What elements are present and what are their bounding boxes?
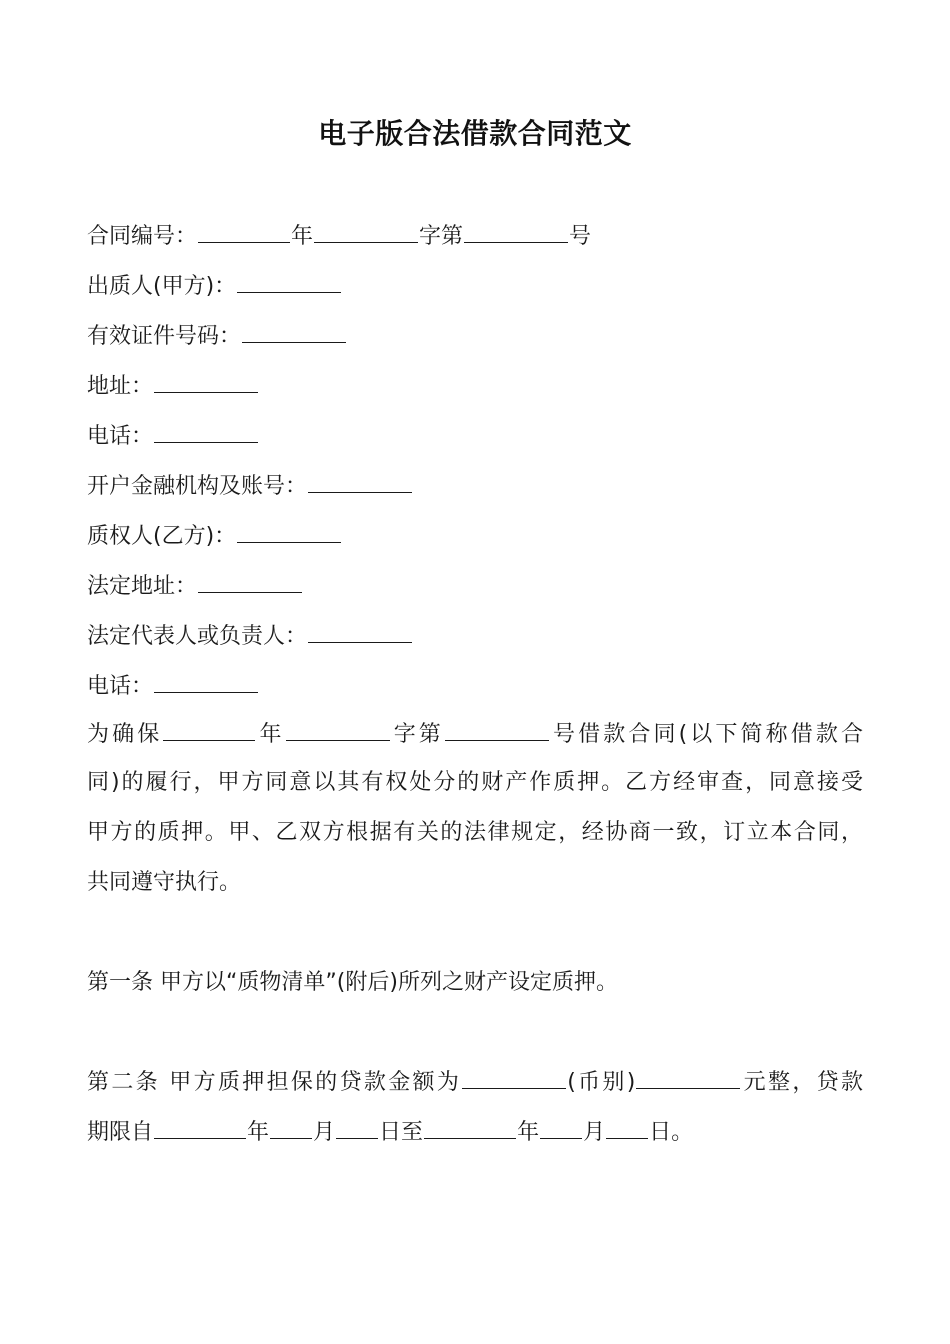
blank-field bbox=[336, 1116, 378, 1139]
blank-field bbox=[154, 1116, 246, 1139]
article-1: 第一条 甲方以“质物清单”(附后)所列之财产设定质押。 bbox=[87, 970, 618, 995]
year-label: 年 bbox=[291, 224, 314, 249]
blank-field bbox=[308, 470, 412, 493]
article-2-text: 第二条 甲方质押担保的贷款金额为 bbox=[87, 1070, 462, 1095]
month-label: 月 bbox=[583, 1120, 606, 1145]
legal-rep-label: 法定代表人或负责人： bbox=[87, 624, 308, 649]
preamble-text: 年 bbox=[256, 722, 285, 747]
article-2-line-1 bbox=[87, 1066, 863, 1098]
article-2-text: 期限自 bbox=[87, 1120, 154, 1145]
month-label: 月 bbox=[313, 1120, 336, 1145]
preamble-text: 为确保 bbox=[87, 722, 163, 747]
article-2-text: 元整，贷款 bbox=[741, 1070, 863, 1095]
preamble-text: 号借款合同(以下简称借款合 bbox=[549, 722, 863, 747]
blank-field bbox=[540, 1116, 582, 1139]
year-label: 年 bbox=[247, 1120, 270, 1145]
blank-field bbox=[636, 1066, 740, 1089]
pledgor-label: 出质人(甲方)： bbox=[87, 274, 237, 299]
phone-label-b: 电话： bbox=[87, 674, 154, 699]
blank-field bbox=[286, 718, 390, 741]
legal-address-label: 法定地址： bbox=[87, 574, 198, 599]
day-to-label: 日至 bbox=[379, 1120, 424, 1145]
zi-di-label: 字第 bbox=[419, 224, 464, 249]
pledgee-line bbox=[87, 520, 342, 552]
blank-field bbox=[154, 670, 258, 693]
blank-field bbox=[154, 370, 258, 393]
blank-field bbox=[270, 1116, 312, 1139]
pledgor-line bbox=[87, 270, 342, 302]
phone-line-a bbox=[87, 420, 259, 452]
pledgee-label: 质权人(乙方)： bbox=[87, 524, 237, 549]
day-end-label: 日。 bbox=[649, 1120, 694, 1145]
address-line bbox=[87, 370, 259, 402]
preamble-line-3: 甲方的质押。甲、乙双方根据有关的法律规定，经协商一致，订立本合同， bbox=[87, 820, 863, 845]
bank-account-label: 开户金融机构及账号： bbox=[87, 474, 308, 499]
article-2-line-2 bbox=[87, 1116, 693, 1148]
blank-field bbox=[314, 220, 418, 243]
id-number-label: 有效证件号码： bbox=[87, 324, 242, 349]
id-number-line bbox=[87, 320, 347, 352]
hao-label: 号 bbox=[569, 224, 592, 249]
blank-field bbox=[445, 718, 549, 741]
address-label: 地址： bbox=[87, 374, 154, 399]
blank-field bbox=[464, 220, 568, 243]
year-label: 年 bbox=[517, 1120, 540, 1145]
blank-field bbox=[242, 320, 346, 343]
blank-field bbox=[424, 1116, 516, 1139]
currency-label: (币别) bbox=[567, 1070, 636, 1095]
blank-field bbox=[462, 1066, 566, 1089]
blank-field bbox=[237, 520, 341, 543]
contract-number-line bbox=[87, 220, 591, 252]
document-title: 电子版合法借款合同范文 bbox=[318, 117, 632, 150]
legal-address-line bbox=[87, 570, 303, 602]
blank-field bbox=[606, 1116, 648, 1139]
blank-field bbox=[198, 220, 290, 243]
blank-field bbox=[198, 570, 302, 593]
preamble-line-1 bbox=[87, 718, 863, 750]
blank-field bbox=[308, 620, 412, 643]
phone-label-a: 电话： bbox=[87, 424, 154, 449]
blank-field bbox=[163, 718, 255, 741]
preamble-line-4: 共同遵守执行。 bbox=[87, 870, 242, 895]
preamble-line-2: 同)的履行，甲方同意以其有权处分的财产作质押。乙方经审查，同意接受 bbox=[87, 770, 863, 795]
legal-rep-line bbox=[87, 620, 413, 652]
preamble-text: 字第 bbox=[390, 722, 444, 747]
phone-line-b bbox=[87, 670, 259, 702]
blank-field bbox=[237, 270, 341, 293]
contract-number-label: 合同编号： bbox=[87, 224, 198, 249]
bank-account-line bbox=[87, 470, 413, 502]
blank-field bbox=[154, 420, 258, 443]
